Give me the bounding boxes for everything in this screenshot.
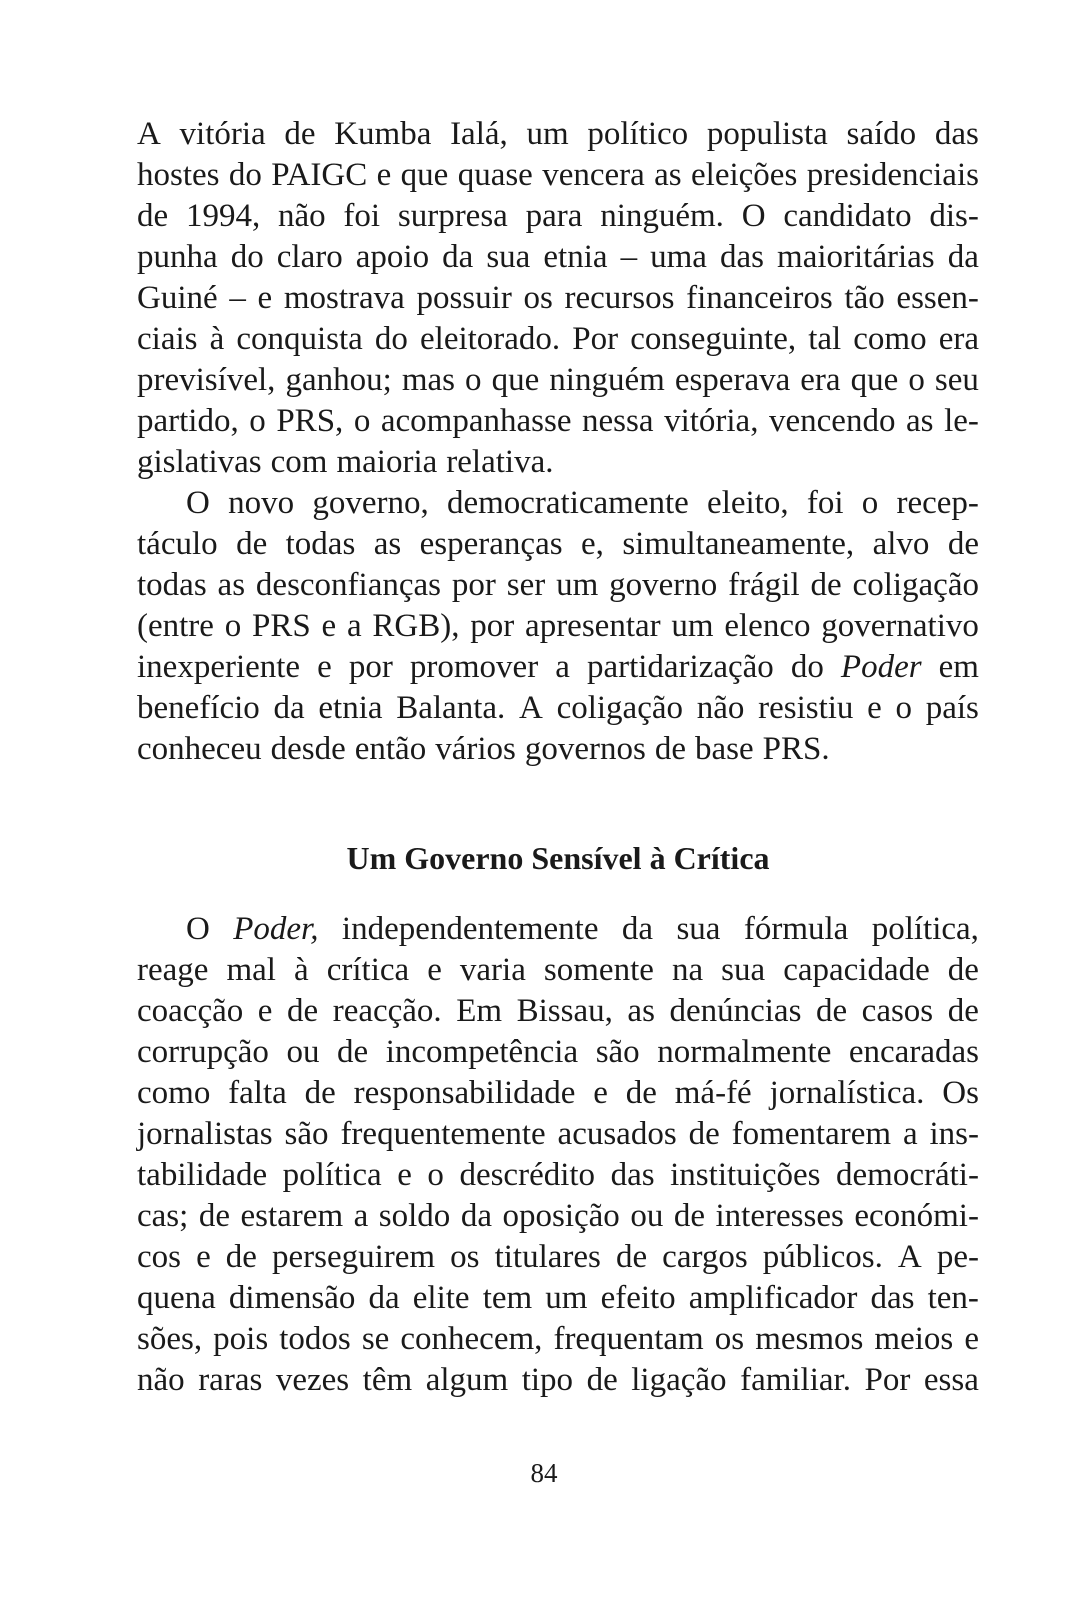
text-line: quena dimensão da elite tem um efeito amplificador das ten- bbox=[137, 1280, 979, 1316]
text-line: reage mal à crítica e varia somente na sua capacidade de bbox=[137, 952, 979, 988]
text-line: cos e de perseguirem os titulares de cargos públicos. A pe- bbox=[137, 1239, 979, 1275]
text-line: conheceu desde então vários governos de base PRS. bbox=[137, 731, 830, 767]
text-line: benefício da etnia Balanta. A coligação não resistiu e o país bbox=[137, 690, 979, 726]
text-line: ciais à conquista do eleitorado. Por conseguinte, tal como era bbox=[137, 321, 979, 357]
text-line: hostes do PAIGC e que quase vencera as eleições presidenciais bbox=[137, 157, 979, 193]
text-line: gislativas com maioria relativa. bbox=[137, 444, 554, 480]
text-line: sões, pois todos se conhecem, frequentam os mesmos meios e bbox=[137, 1321, 979, 1357]
text-line: coacção e de reacção. Em Bissau, as denúncias de casos de bbox=[137, 993, 979, 1029]
section-heading: Um Governo Sensível à Crítica bbox=[346, 840, 770, 876]
text-line: corrupção ou de incompetência são normalmente encaradas bbox=[137, 1034, 979, 1070]
page-number: 84 bbox=[530, 1458, 558, 1488]
body-text-bottom bbox=[137, 909, 979, 1401]
paragraph bbox=[137, 909, 979, 1401]
text-line: partido, o PRS, o acompanhasse nessa vitória, vencendo as le- bbox=[137, 403, 979, 439]
text-line: de 1994, não foi surpresa para ninguém. O candidato dis- bbox=[137, 198, 979, 234]
text-line: O novo governo, democraticamente eleito, foi o recep- bbox=[186, 485, 979, 521]
text-line: não raras vezes têm algum tipo de ligação familiar. Por essa bbox=[137, 1362, 979, 1398]
text-line: Guiné – e mostrava possuir os recursos financeiros tão essen- bbox=[137, 280, 979, 316]
text-line: O Poder, independentemente da sua fórmula política, bbox=[186, 911, 979, 947]
text-line: previsível, ganhou; mas o que ninguém esperava era que o seu bbox=[137, 362, 979, 398]
body-text-top bbox=[137, 114, 979, 770]
text-line: inexperiente e por promover a partidarização do Poder em bbox=[137, 649, 979, 685]
text-line: táculo de todas as esperanças e, simultaneamente, alvo de bbox=[137, 526, 979, 562]
paragraph bbox=[137, 483, 979, 770]
text-line: punha do claro apoio da sua etnia – uma das maioritárias da bbox=[137, 239, 979, 275]
text-line: todas as desconfianças por ser um governo frágil de coligação bbox=[137, 567, 979, 603]
text-line: A vitória de Kumba Ialá, um político populista saído das bbox=[137, 116, 979, 152]
text-line: tabilidade política e o descrédito das instituições democráti- bbox=[137, 1157, 979, 1193]
paragraph bbox=[137, 114, 979, 483]
text-line: (entre o PRS e a RGB), por apresentar um elenco governativo bbox=[137, 608, 979, 644]
text-line: cas; de estarem a soldo da oposição ou de interesses económi- bbox=[137, 1198, 979, 1234]
text-line: como falta de responsabilidade e de má-fé jornalística. Os bbox=[137, 1075, 979, 1111]
text-line: jornalistas são frequentemente acusados de fomentarem a ins- bbox=[137, 1116, 979, 1152]
